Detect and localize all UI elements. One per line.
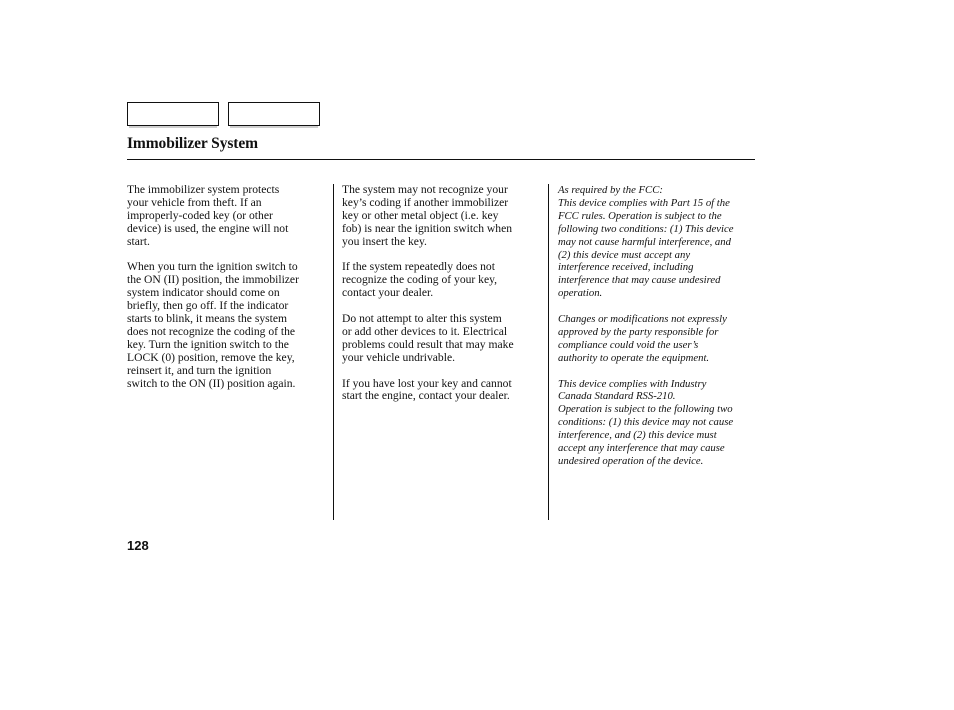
column-divider xyxy=(333,184,334,520)
middle-column xyxy=(342,184,542,416)
page-number: 128 xyxy=(127,538,149,553)
fcc-paragraph: As required by the FCC: This device complies with Part 15 of the FCC rules. Operation is subject to the following two conditions: (1) This device may not cause harmful interference, and (2) this device must accept any interference received, including interference that may cause undesired operation. xyxy=(558,184,734,300)
paragraph: When you turn the ignition switch to the ON (II) position, the immobilizer system indicator should come on briefly, then go off. If the indicator starts to blink, it means the system does not recognize the coding of the key. Turn the ignition switch to the LOCK (0) position, remove the key, reinsert it, and turn the ignition switch to the ON (II) position again. xyxy=(127,260,299,390)
contents-tab-button[interactable] xyxy=(127,102,219,126)
left-column xyxy=(127,184,327,403)
paragraph: If you have lost your key and cannot start the engine, contact your dealer. xyxy=(342,376,512,403)
page-title: Immobilizer System xyxy=(127,135,258,152)
paragraph: If the system repeatedly does not recognize the coding of your key, contact your dealer. xyxy=(342,260,498,300)
fcc-notice-column xyxy=(558,184,758,481)
title-divider xyxy=(127,159,755,160)
column-divider xyxy=(548,184,549,520)
index-tab-button[interactable] xyxy=(228,102,320,126)
paragraph: The immobilizer system protects your vehicle from theft. If an improperly-coded key (or other device) is used, the engine will not start. xyxy=(127,183,289,248)
paragraph: The system may not recognize your key’s coding if another immobilizer key or other metal object (i.e. key fob) is near the ignition switch when you insert the key. xyxy=(342,183,513,248)
fcc-paragraph: This device complies with Industry Canada Standard RSS-210. Operation is subject to the following two conditions: (1) this device may not cause interference, and (2) this device must accept any interference that may cause undesired operation of the device. xyxy=(558,377,734,467)
paragraph: Do not attempt to alter this system or add other devices to it. Electrical problems could result that may make your vehicle undrivable. xyxy=(342,312,514,364)
fcc-paragraph: Changes or modifications not expressly approved by the party responsible for compliance could void the user’s authority to operate the equipment. xyxy=(558,313,727,364)
